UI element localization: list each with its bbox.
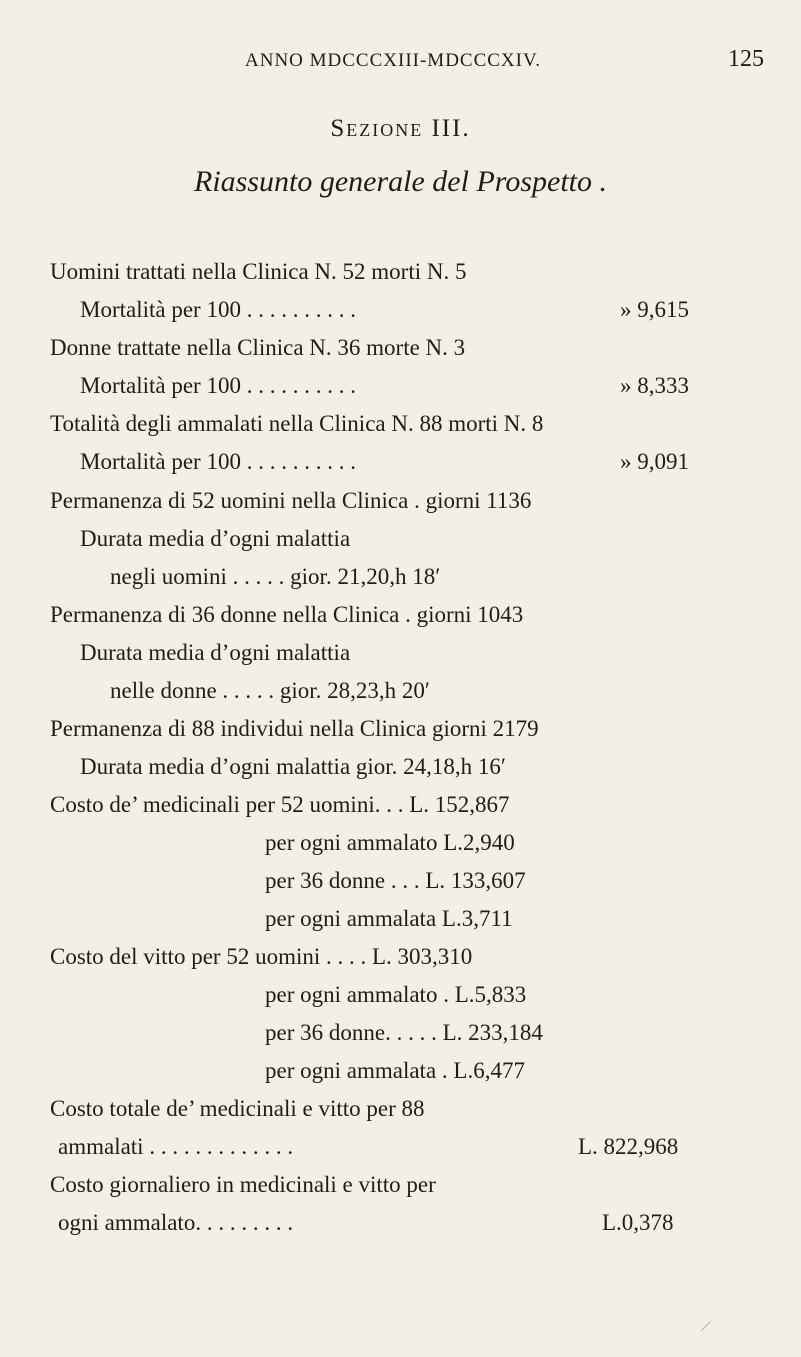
text-line: Costo de’ medicinali per 52 uomini. . . L. 152,867 [50, 792, 510, 817]
pencil-mark-icon [700, 1320, 712, 1332]
value-right: » 8,333 [620, 373, 689, 398]
text-line: Costo giornaliero in medicinali e vitto per [50, 1172, 436, 1197]
value-right: L. 822,968 [578, 1134, 679, 1159]
value-right: » 9,091 [620, 449, 689, 474]
text-line: per ogni ammalata L.3,711 [265, 906, 513, 931]
text-line: per ogni ammalato . L.5,833 [265, 982, 527, 1007]
text-line: Uomini trattati nella Clinica N. 52 morti N. 5 [50, 259, 467, 284]
text-line: per ogni ammalato L.2,940 [265, 830, 515, 855]
text-line: Permanenza di 52 uomini nella Clinica . giorni 1136 [50, 488, 532, 513]
text-line: Permanenza di 88 individui nella Clinica giorni 2179 [50, 716, 539, 741]
text-line: negli uomini . . . . . gior. 21,20,h 18′ [110, 564, 441, 589]
text-line: nelle donne . . . . . gior. 28,23,h 20′ [110, 678, 430, 703]
text-line: per 36 donne . . . L. 133,607 [265, 868, 526, 893]
running-head: ANNO MDCCCXIII-MDCCCXIV. [245, 50, 542, 71]
text-line: Durata media d’ogni malattia gior. 24,18,h 16′ [80, 754, 506, 779]
text-line: Durata media d’ogni malattia [80, 526, 351, 551]
text-line: Costo totale de’ medicinali e vitto per 88 [50, 1096, 425, 1121]
text-line: Totalità degli ammalati nella Clinica N. 88 morti N. 8 [50, 411, 544, 436]
page-number: 125 [728, 46, 764, 72]
text-line: Mortalità per 100 . . . . . . . . . . [80, 297, 356, 322]
page-subtitle: Riassunto generale del Prospetto . [194, 165, 607, 198]
text-line: per 36 donne. . . . . L. 233,184 [265, 1020, 543, 1045]
section-heading: Sezione III. [330, 115, 471, 142]
text-line: Donne trattate nella Clinica N. 36 morte N. 3 [50, 335, 466, 360]
text-line: Durata media d’ogni malattia [80, 640, 351, 665]
text-line: Mortalità per 100 . . . . . . . . . . [80, 373, 356, 398]
text-line: Permanenza di 36 donne nella Clinica . giorni 1043 [50, 602, 524, 627]
text-line: Costo del vitto per 52 uomini . . . . L. 303,310 [50, 944, 473, 969]
text-line: per ogni ammalata . L.6,477 [265, 1058, 525, 1083]
text-line: ogni ammalato. . . . . . . . . [58, 1210, 294, 1235]
text-line: ammalati . . . . . . . . . . . . . [58, 1134, 294, 1159]
text-line: Mortalità per 100 . . . . . . . . . . [80, 449, 356, 474]
value-right: » 9,615 [620, 297, 689, 322]
value-right: L.0,378 [602, 1210, 674, 1235]
